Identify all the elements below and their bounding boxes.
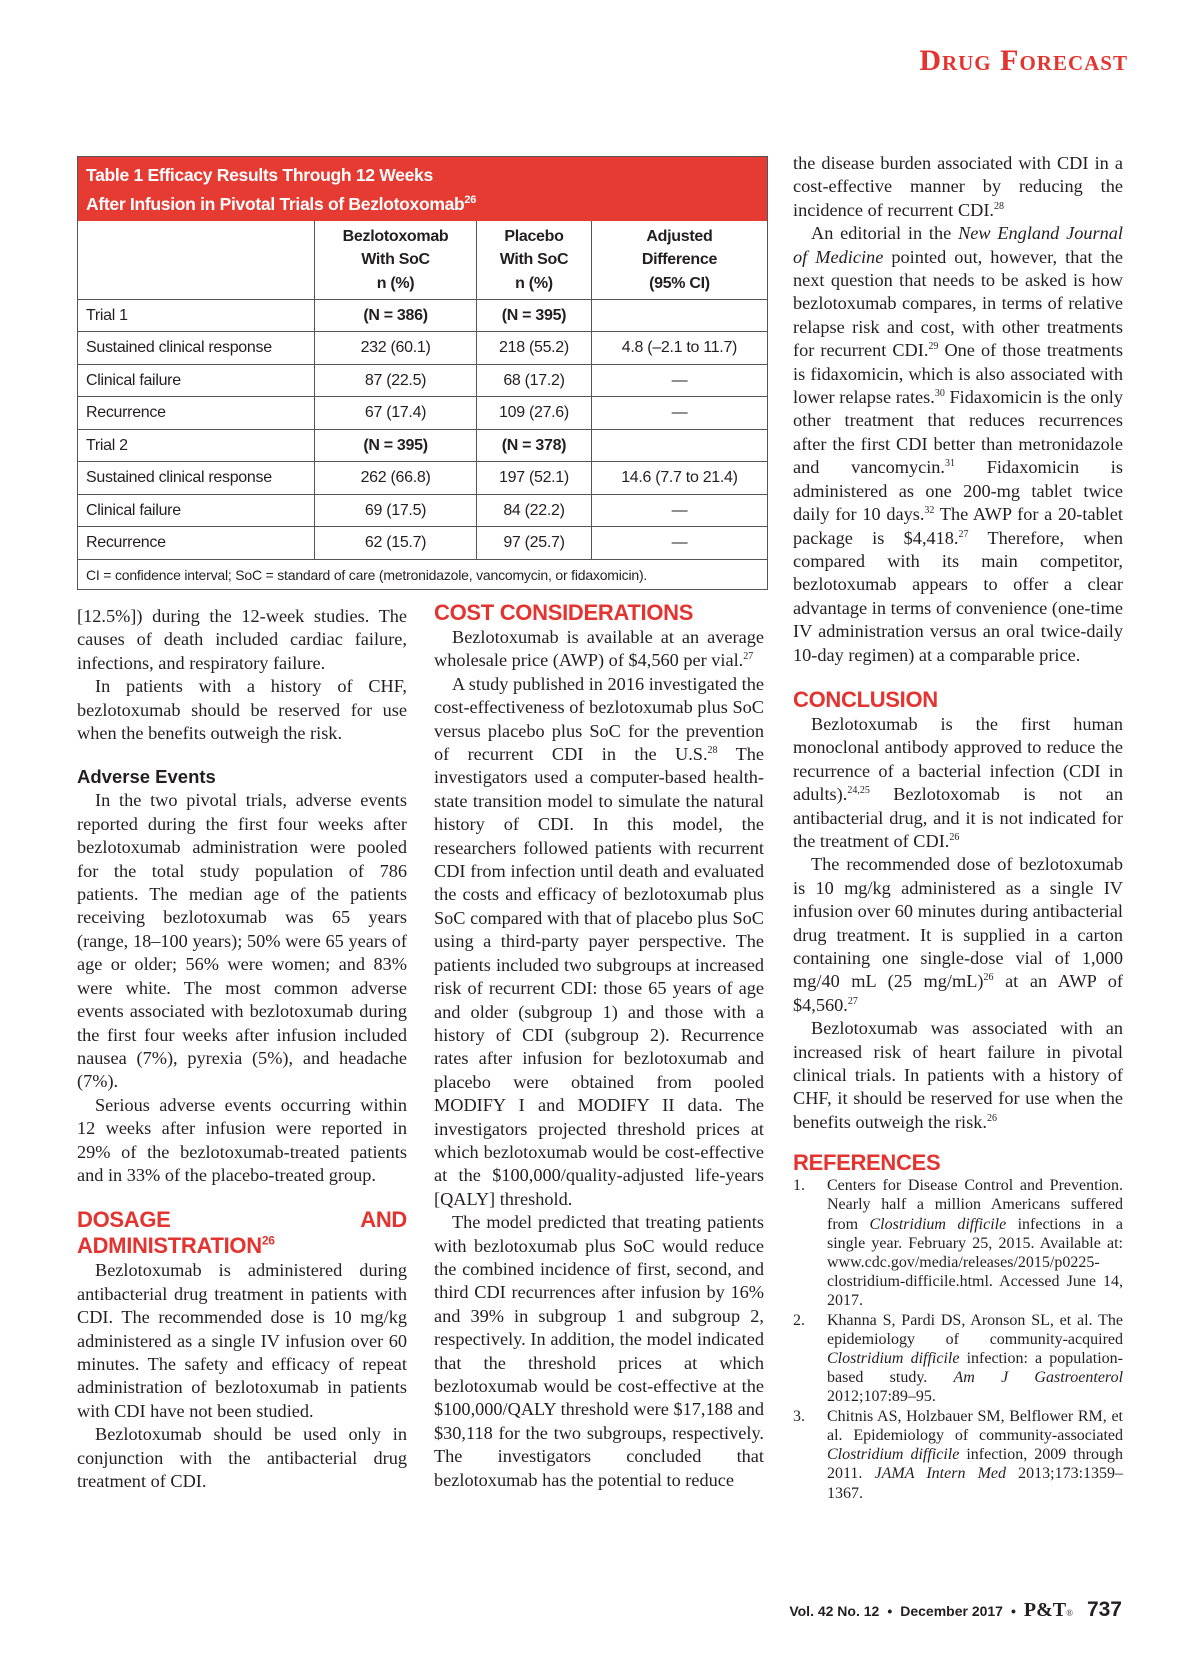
table-header-row	[78, 221, 767, 300]
table-row-trial-2	[78, 429, 767, 462]
paragraph	[793, 1017, 1123, 1134]
cell-placebo: (N = 378)	[477, 429, 592, 462]
page-number: 737	[1086, 1598, 1122, 1621]
row-label: Trial 2	[78, 429, 315, 462]
table-row	[78, 462, 767, 495]
cell-diff: 4.8 (–2.1 to 11.7)	[591, 332, 767, 365]
text: at an AWP of $4,560.	[793, 971, 1123, 1015]
journal-title: Am J Gastroenterol	[953, 1369, 1124, 1387]
table-row	[78, 332, 767, 365]
citation-ref: 26	[986, 1112, 997, 1124]
cell-placebo: 68 (17.2)	[477, 364, 592, 397]
table-row	[78, 527, 767, 560]
table-row	[78, 494, 767, 527]
spacer	[77, 1187, 407, 1207]
dosage-heading-text: DOSAGE AND ADMINISTRATION	[77, 1207, 407, 1259]
spacer	[77, 745, 407, 765]
italic-text: Clostridium difficile	[827, 1446, 960, 1464]
journal-title: JAMA Intern Med	[874, 1465, 1006, 1483]
text: 2012;107:89–95.	[827, 1388, 936, 1406]
dosage-heading	[77, 1207, 407, 1259]
reference-text	[827, 1176, 1123, 1310]
citation-ref: 27	[743, 651, 754, 663]
cell-diff: 14.6 (7.7 to 21.4)	[591, 462, 767, 495]
journal-title: New England Journal of Medicine	[793, 223, 1124, 267]
row-label: Recurrence	[78, 527, 315, 560]
cell-diff	[591, 299, 767, 332]
paragraph	[434, 626, 764, 673]
text: the disease burden associated with CDI in a cost-effective manner by reducing the incidence of recurrent CDI.	[793, 153, 1123, 220]
cell-bezlo: 67 (17.4)	[315, 397, 477, 430]
citation-ref: 28	[707, 744, 718, 756]
citation-ref: 29	[928, 341, 939, 353]
cell-diff: —	[591, 397, 767, 430]
text: Centers for Disease Control and Prevention. Nearly half a million Americans suffered from	[827, 1177, 1123, 1233]
cell-placebo: 109 (27.6)	[477, 397, 592, 430]
cell-diff: —	[591, 494, 767, 527]
text: Chitnis AS, Holzbauer SM, Belflower RM, et al. Epidemiology of community-associated	[827, 1407, 1123, 1444]
citation-ref: 27	[958, 528, 969, 540]
paragraph: [12.5%]) during the 12-week studies. The causes of death included cardiac failure, infections, and respiratory failure.	[77, 606, 407, 673]
header-line: Placebo	[504, 227, 564, 245]
text: The AWP for a 20-tablet package is $4,418.	[793, 504, 1123, 548]
efficacy-data-table	[78, 221, 767, 560]
citation-ref: 31	[945, 458, 955, 470]
row-label: Sustained clinical response	[78, 462, 315, 495]
text: The recommended dose of bezlotoxumab is 10 mg/kg administered as a single IV infusion over 60 minutes during antibacterial drug treatment. It is supplied in a carton containing one single-dose vial of 1,000 mg/40 mL (25 mg/mL)	[793, 854, 1123, 992]
cost-considerations-heading: COST CONSIDERATIONS	[434, 600, 694, 625]
column-1	[77, 605, 407, 1493]
header-bezlotoxomab	[315, 221, 477, 300]
cell-placebo: 218 (55.2)	[477, 332, 592, 365]
spacer	[793, 1134, 1123, 1150]
header-line: With SoC	[499, 251, 569, 269]
cell-diff: —	[591, 527, 767, 560]
paragraph	[793, 713, 1123, 853]
paragraph: Serious adverse events occurring within 12 weeks after infusion were reported in 29% of the bezlotoxumab-treated patients and in 33% of the placebo-treated group.	[77, 1094, 407, 1185]
italic-text: Clostridium difficile	[827, 1350, 960, 1368]
cell-placebo: 197 (52.1)	[477, 462, 592, 495]
citation-ref: 28	[994, 200, 1004, 212]
cell-placebo: 97 (25.7)	[477, 527, 592, 560]
references-heading: REFERENCES	[793, 1150, 941, 1176]
cell-placebo: (N = 395)	[477, 299, 592, 332]
table-title-line1: Table 1 Efficacy Results Through 12 Weeks	[86, 165, 433, 185]
row-label: Recurrence	[78, 397, 315, 430]
text: pointed out, however, that the next question that needs to be asked is how bezlotoxumab compares, in terms of relative relapse risk and cost, with other treatments for recurrent CDI.	[793, 246, 1123, 361]
citation-ref: 24,25	[847, 785, 870, 797]
reference-item	[793, 1311, 1123, 1407]
cell-placebo: 84 (22.2)	[477, 494, 592, 527]
adverse-events-heading: Adverse Events	[77, 766, 216, 788]
row-label: Clinical failure	[78, 494, 315, 527]
conclusion-heading: CONCLUSION	[793, 686, 938, 712]
italic-text: Clostridium difficile	[869, 1215, 1007, 1233]
table-title-ref: 26	[464, 194, 477, 206]
row-label: Sustained clinical response	[78, 332, 315, 365]
text: One of those treatments is fidaxomicin, which is also associated with lower relapse rates.	[793, 340, 1123, 408]
paragraph	[793, 152, 1123, 222]
text: Bezlotoxumab is available at an average wholesale price (AWP) of $4,560 per vial.	[434, 627, 764, 671]
text: 2013;173:1359–1367.	[827, 1465, 1124, 1502]
page-footer	[789, 1598, 1122, 1622]
text: infections in a single year. February 25, 2015. Available at: www.cdc.gov/media/releases/2015/p0225-clostridium-difficile.html. Accessed June 14, 2017.	[827, 1215, 1123, 1310]
header-line: Bezlotoxomab	[342, 227, 449, 245]
cell-bezlo: 87 (22.5)	[315, 364, 477, 397]
column-3	[793, 152, 1123, 1503]
text: Therefore, when compared with its main competitor, bezlotoxumab appears to offer a clear advantage in terms of convenience (one-time IV administration versus an oral twice-daily 10-day regimen) at a comparable price.	[793, 527, 1123, 665]
header-line: (95% CI)	[649, 274, 710, 292]
text: infection: a population-based study.	[827, 1350, 1123, 1387]
table-title-line2	[86, 188, 759, 217]
footer-separator: •	[887, 1603, 893, 1619]
dosage-heading-ref: 26	[261, 1234, 275, 1249]
text: Fidaxomicin is administered as one 200-mg tablet twice daily for 10 days.	[793, 457, 1123, 525]
footer-date: December 2017	[900, 1603, 1003, 1619]
text: Bezlotoxumab was associated with an increased risk of heart failure in pivotal clinical trials. In patients with a history of CHF, it should be reserved for use when the benefits outweigh the risk.	[793, 1018, 1123, 1132]
table-title	[78, 157, 767, 221]
text: infection, 2009 through 2011.	[827, 1446, 1123, 1483]
row-label: Trial 1	[78, 299, 315, 332]
cell-bezlo: 69 (17.5)	[315, 494, 477, 527]
text: A study published in 2016 investigated the cost-effectiveness of bezlotoxumab plus SoC versus placebo plus SoC for the prevention of recurrent CDI in the U.S.	[434, 673, 764, 765]
paragraph: Bezlotoxumab is administered during antibacterial drug treatment in patients with CDI. The recommended dose is 10 mg/kg administered as a single IV infusion over 60 minutes. The safety and efficacy of repeat administration of bezlotoxumab in patients with CDI have not been studied.	[77, 1260, 407, 1421]
header-line: n (%)	[515, 274, 553, 292]
header-blank	[78, 221, 315, 300]
paragraph	[793, 853, 1123, 1017]
reference-number: 2.	[793, 1311, 805, 1329]
reference-item	[793, 1407, 1123, 1503]
efficacy-table	[77, 156, 768, 590]
paragraph	[434, 673, 764, 1211]
reference-item	[793, 1176, 1123, 1310]
header-line: Difference	[641, 251, 718, 269]
paragraph: In the two pivotal trials, adverse events reported during the first four weeks after bezlotoxumab administration were pooled for the total study population of 786 patients. The median age of the patients receiving bezlotoxumab was 65 years (range, 18–100 years); 50% were 65 years of age or older; 56% were women; and 83% were white. The most common adverse events associated with bezlotoxumab during the first four weeks after infusion included nausea (7%), pyrexia (5%), and headache (7%).	[77, 790, 407, 1092]
table-row	[78, 364, 767, 397]
cell-diff	[591, 429, 767, 462]
table-footnote: CI = confidence interval; SoC = standard of care (metronidazole, vancomycin, or fidaxomicin).	[86, 566, 648, 583]
header-line: Adjusted	[646, 227, 713, 245]
paragraph: In patients with a history of CHF, bezlotoxumab should be reserved for use when the benefits outweigh the risk.	[77, 676, 407, 744]
reference-number: 1.	[793, 1177, 805, 1195]
references-list	[793, 1176, 1123, 1502]
header-placebo	[477, 221, 592, 300]
journal-logo	[1024, 1599, 1073, 1622]
text: Bezlotoxomab is not an antibacterial drug, and it is not indicated for the treatment of CDI.	[793, 784, 1123, 851]
text: Bezlotoxumab is the first human monoclonal antibody approved to reduce the recurrence of a bacterial infection (CDI in adults).	[793, 713, 1123, 805]
paragraph: Bezlotoxumab should be used only in conjunction with the antibacterial drug treatment of CDI.	[77, 1424, 407, 1491]
cell-bezlo: 62 (15.7)	[315, 527, 477, 560]
spacer	[793, 667, 1123, 687]
header-adjusted-difference	[591, 221, 767, 300]
registered-mark: ®	[1066, 1608, 1073, 1618]
citation-ref: 27	[847, 995, 858, 1007]
table-row-trial-1	[78, 299, 767, 332]
footer-separator: •	[1010, 1603, 1016, 1619]
footer-volume: Vol. 42 No. 12	[789, 1603, 880, 1619]
paragraph	[793, 222, 1123, 667]
header-line: n (%)	[376, 274, 415, 292]
running-head: Drug Forecast	[919, 44, 1128, 77]
text: The investigators used a computer-based health-state transition model to simulate the natural history of CDI. In this model, the researchers followed patients with recurrent CDI from infection until death and evaluated the costs and efficacy of bezlotoxumab plus SoC compared with that of placebo plus SoC using a third-party payer perspective. The patients included two subgroups at increased risk of recurrent CDI: those 65 years of age and older (subgroup 1) and those with a history of CDI (subgroup 2). Recurrence rates after infusion for bezlotoxumab and placebo were obtained from pooled MODIFY I and MODIFY II data. The investigators projected threshold prices at which bezlotoxumab would be cost-effective at the $100,000/quality-adjusted life-years [QALY] threshold.	[434, 744, 764, 1209]
reference-text	[827, 1407, 1123, 1503]
paragraph: The model predicted that treating patients with bezlotoxumab plus SoC would reduce the combined incidence of first, second, and third CDI recurrences after infusion by 16% and 39% in subgroup 1 and subgroup 2, respectively. In addition, the model indicated that the threshold prices at which bezlotoxumab would be cost-effective at the $100,000/QALY threshold were $17,188 and $30,118 for the two subgroups, respectively. The investigators concluded that bezlotoxumab has the potential to reduce	[434, 1212, 764, 1490]
journal-name: P&T	[1023, 1599, 1067, 1621]
text: Fidaxomicin is the only other treatment that reduces recurrences after the first CDI better than metronidazole and vancomycin.	[793, 387, 1123, 478]
cell-diff: —	[591, 364, 767, 397]
header-line: With SoC	[361, 251, 430, 269]
column-2	[434, 600, 764, 1492]
text: Khanna S, Pardi DS, Aronson SL, et al. The epidemiology of community-acquired	[827, 1311, 1123, 1348]
citation-ref: 30	[934, 387, 945, 399]
cell-bezlo: (N = 386)	[315, 299, 477, 332]
cell-bezlo: 262 (66.8)	[315, 462, 477, 495]
cell-bezlo: 232 (60.1)	[315, 332, 477, 365]
citation-ref: 32	[924, 505, 935, 516]
citation-ref: 26	[949, 831, 960, 843]
reference-number: 3.	[793, 1407, 805, 1425]
reference-text	[827, 1311, 1123, 1407]
text: An editorial in the	[811, 223, 959, 244]
citation-ref: 26	[983, 972, 994, 984]
table-row	[78, 397, 767, 430]
row-label: Clinical failure	[78, 364, 315, 397]
cell-bezlo: (N = 395)	[315, 429, 477, 462]
table-title-text: After Infusion in Pivotal Trials of Bezlotoxomab	[86, 193, 465, 214]
